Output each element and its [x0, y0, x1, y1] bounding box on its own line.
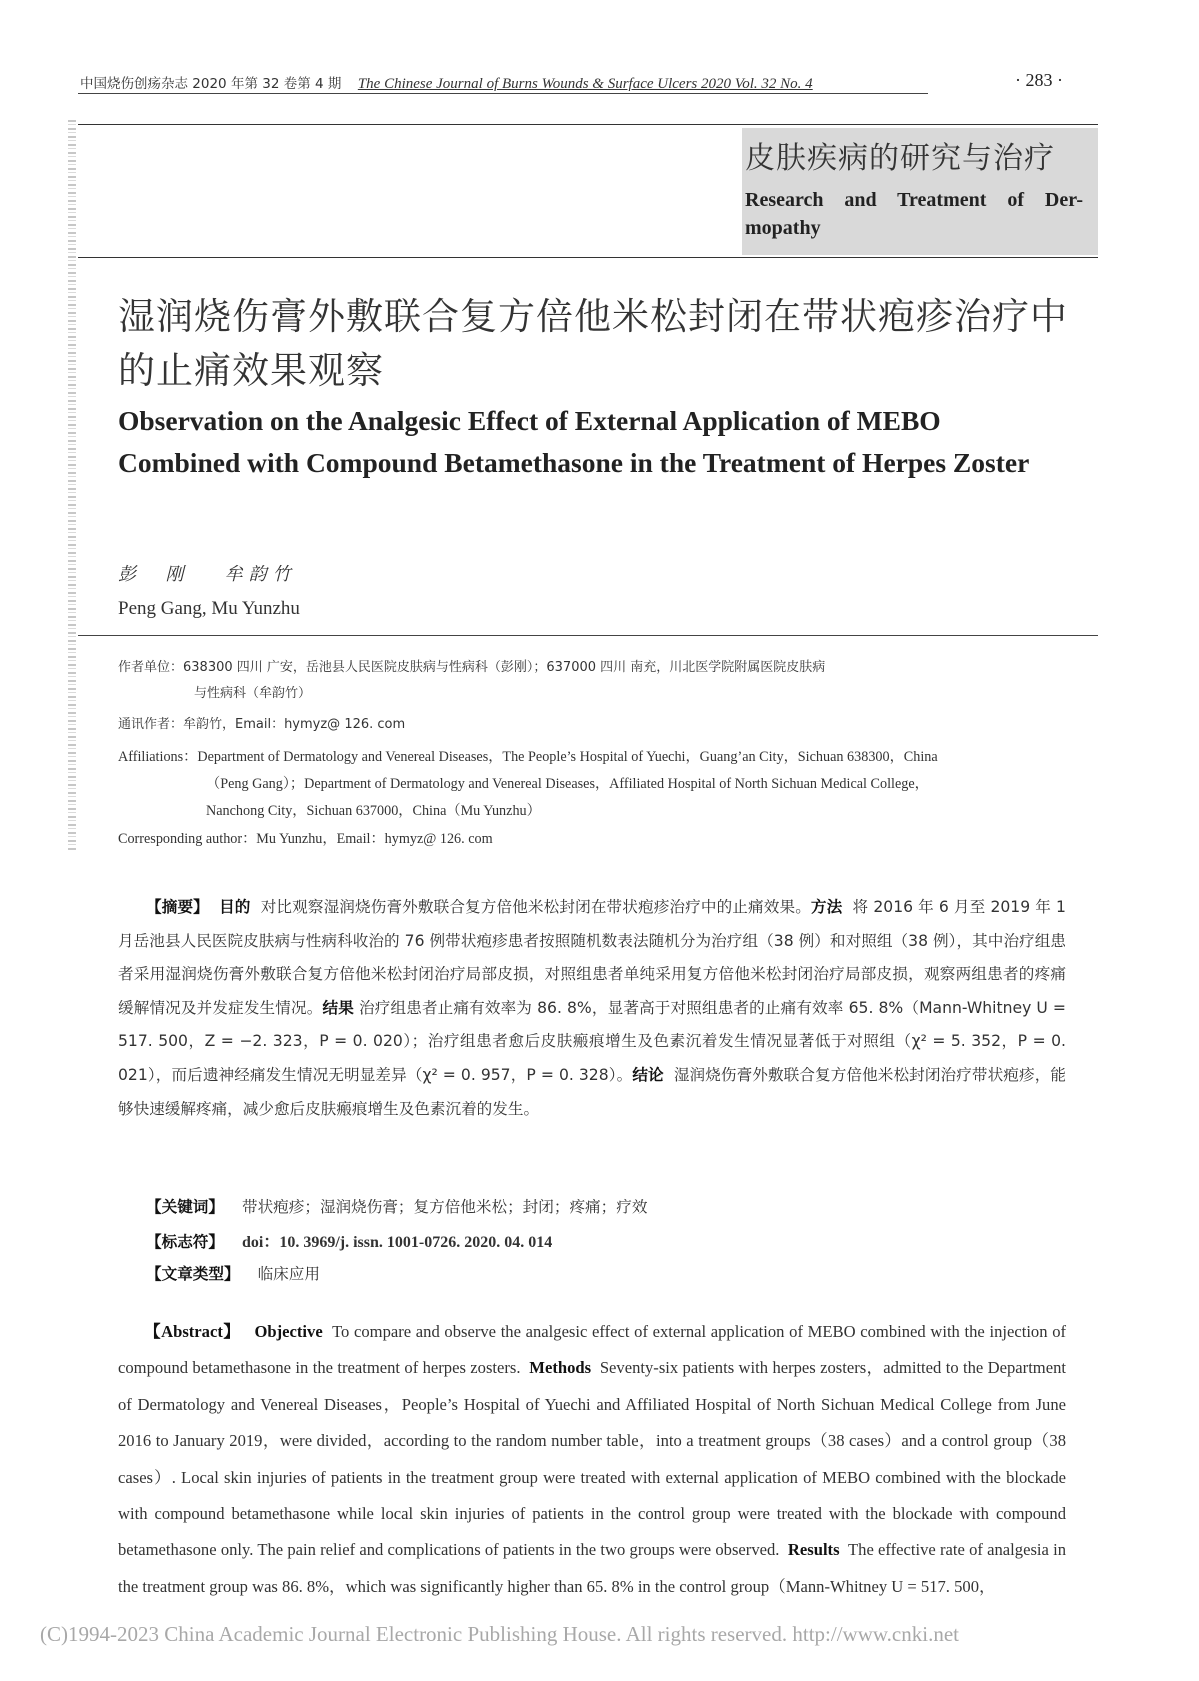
- article-type-value: 临床应用: [257, 1265, 320, 1283]
- affiliation-en-line2: （Peng Gang）；Department of Dermatology and Venereal Diseases，Affiliated Hospital of North Sichuan Medical College，: [206, 776, 929, 792]
- results-label-zh: 结果: [322, 998, 354, 1017]
- section-rule-top: [78, 124, 1098, 125]
- conclusion-text-zh: 湿润烧伤膏外敷联合复方倍他米松封闭治疗带状疱疹，能够快速缓解疼痛，减少愈后皮肤瘢痕增生及色素沉着的发生。: [118, 1065, 1066, 1118]
- affiliation-en-line1: Affiliations：Department of Dermatology and Venereal Diseases，The People’s Hospital of Yuechi，Guang’an City，Sichuan 638300，China: [118, 749, 938, 765]
- section-title-en-line2: mopathy: [745, 217, 821, 239]
- objective-text-en: To compare and observe the analgesic effect of external application of MEBO combined with the injection of compound betamethasone in the treatment of herpes zosters.: [118, 1322, 1067, 1378]
- objective-text-zh: 对比观察湿润烧伤膏外敷联合复方倍他米松封闭在带状疱疹治疗中的止痛效果。: [260, 898, 811, 916]
- affiliation-zh-line2: 与性病科（牟韵竹）: [194, 686, 312, 701]
- section-title-en-line1: Research and Treatment of Der-: [745, 189, 1083, 211]
- authors-en: Peng Gang, Mu Yunzhu: [118, 598, 300, 619]
- corresponding-author-zh: 通讯作者：牟韵竹，Email：hymyz@ 126. com: [118, 717, 406, 732]
- abstract-en-label: 【Abstract】: [144, 1322, 241, 1341]
- methods-text-en: Seventy-six patients with herpes zosters，admitted to the Department of Dermatology and Venereal Diseases，People’s Hospital of Yuechi and Affiliated Hospital of North Sichuan Medical College from June 2016 to January 2019，were divided，according to the random number table，into a treatment groups（38 cases）and a control group（38 cases）. Local skin injuries of patients in the treatment group were treated with external application of MEBO combined with the blockade with compound betamethasone while local skin injuries of patients in the control group were treated with the blockade with compound betamethasone only. The pain relief and complications of patients in the two groups were observed.: [118, 1358, 1066, 1560]
- objective-label-en: Objective: [254, 1322, 323, 1341]
- journal-name-zh: 中国烧伤创疡杂志 2020 年第 32 卷第 4 期: [80, 76, 342, 92]
- article-type-label: 【文章类型】: [146, 1265, 240, 1283]
- authors-rule: [78, 635, 1098, 636]
- article-title-zh: 湿润烧伤膏外敷联合复方倍他米松封闭在带状疱疹治疗中的止痛效果观察: [118, 295, 1068, 392]
- copyright-footer: (C)1994-2023 China Academic Journal Electronic Publishing House. All rights reserved. http://www.cnki.net: [40, 1622, 959, 1646]
- section-title-zh: 皮肤疾病的研究与治疗: [745, 141, 1055, 176]
- authors-zh: 彭 刚 牟韵竹: [118, 564, 297, 585]
- doi-label: 【标志符】: [146, 1233, 224, 1251]
- objective-label-zh: 目的: [219, 898, 251, 916]
- affiliation-en-line3: Nanchong City，Sichuan 637000，China（Mu Yunzhu）: [206, 803, 541, 819]
- conclusion-label-zh: 结论: [632, 1065, 664, 1084]
- article-title-en: Observation on the Analgesic Effect of External Application of MEBO Combined with Compound Betamethasone in the Treatment of Herpes Zoster: [118, 405, 1030, 478]
- methods-text-zh: 将 2016 年 6 月至 2019 年 1 月岳池县人民医院皮肤病与性病科收治的 76 例带状疱疹患者按照随机数表法随机分为治疗组（38 例）和对照组（38 例），其中治疗组患者采用湿润烧伤膏外敷联合复方倍他米松封闭治疗局部皮损，对照组患者单纯采用复方倍他米松封闭治疗局部皮损，观察两组患者的疼痛缓解情况及并发症发生情况。: [118, 898, 1066, 1017]
- corresponding-author-en: Corresponding author：Mu Yunzhu，Email：hymyz@ 126. com: [118, 831, 493, 847]
- methods-label-zh: 方法: [810, 898, 843, 916]
- running-header: [80, 72, 813, 93]
- methods-label-en: Methods: [529, 1358, 592, 1378]
- results-text-en: The effective rate of analgesia in the treatment group was 86. 8%，which was significantly higher than 65. 8% in the control group（Mann-Whitney U = 517. 500，: [118, 1540, 1067, 1596]
- affiliation-zh-line1: 作者单位：638300 四川 广安，岳池县人民医院皮肤病与性病科（彭刚）；637000 四川 南充，川北医学院附属医院皮肤病: [118, 660, 826, 675]
- scan-margin-artifact: [68, 120, 76, 850]
- doi-row: [146, 1229, 552, 1252]
- header-rule: [78, 93, 928, 94]
- keywords-label: 【关键词】: [146, 1198, 224, 1216]
- journal-name-en: The Chinese Journal of Burns Wounds & Surface Ulcers 2020 Vol. 32 No. 4: [357, 76, 813, 92]
- doi-value: doi：10. 3969/j. issn. 1001-0726. 2020. 04. 014: [241, 1234, 553, 1251]
- keywords-value: 带状疱疹；湿润烧伤膏；复方倍他米松；封闭；疼痛；疗效: [241, 1198, 648, 1216]
- abstract-zh: [118, 891, 1066, 1126]
- keywords-row: [146, 1195, 647, 1217]
- results-text-zh: 治疗组患者止痛有效率为 86. 8%，显著高于对照组患者的止痛有效率 65. 8%（Mann-Whitney U = 517. 500，Z = −2. 323，P = 0. 020）；治疗组患者愈后皮肤瘢痕增生及色素沉着发生情况显著低于对照组（χ² = 5. 352，P = 0. 021），而后遗神经痛发生情况无明显差异（χ² = 0. 957，P = 0. 328）。: [118, 998, 1066, 1084]
- results-label-en: Results: [787, 1540, 840, 1560]
- page-number: · 283 ·: [1015, 70, 1063, 90]
- abstract-zh-label: 【摘要】: [146, 898, 209, 916]
- article-type-row: [146, 1262, 320, 1284]
- section-rule-bottom: [78, 257, 1098, 258]
- abstract-en: [118, 1314, 1066, 1605]
